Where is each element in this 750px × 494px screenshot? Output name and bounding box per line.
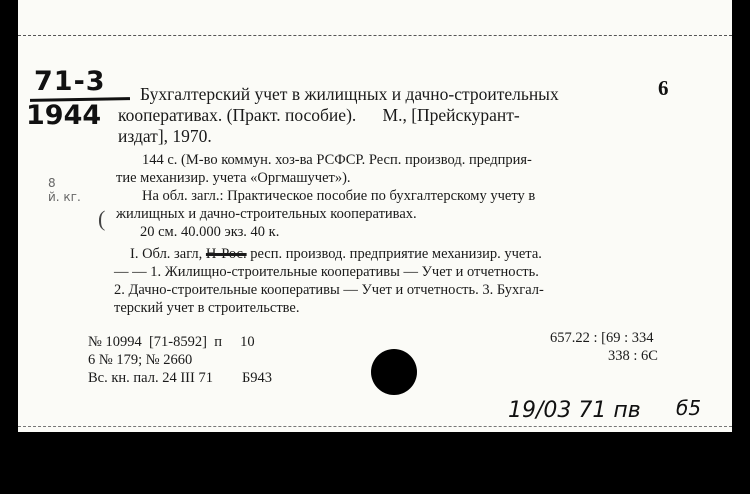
subject-line-3: 2. Дачно-строительные кооперативы — Учет и отчетность. 3. Бухгал- xyxy=(114,282,544,298)
top-perforation xyxy=(18,35,732,36)
description-line-5: 20 см. 40.000 экз. 40 к. xyxy=(140,224,280,240)
catalog-card xyxy=(18,0,732,432)
subject-prefix: I. Обл. загл, xyxy=(130,246,206,262)
card-number: 6 xyxy=(658,76,669,100)
margin-bracket: ( xyxy=(98,206,106,231)
struck-out-text: Н-Рос. xyxy=(205,246,247,262)
subject-suffix: респ. производ. предприятие механизир. учета. xyxy=(246,246,542,262)
subject-line-1 xyxy=(130,246,542,263)
description-line-4: жилищных и дачно-строительных кооперативах. xyxy=(116,206,417,222)
title-line-3: издат], 1970. xyxy=(118,126,212,146)
subject-line-2: — — 1. Жилищно-строительные кооперативы — Учет и отчетность. xyxy=(114,264,539,280)
shelf-mark-bottom: 1944 xyxy=(26,100,102,131)
classification-line-2: 338 : 6С xyxy=(608,348,658,364)
punch-hole xyxy=(371,349,417,395)
registration-line-3: Вс. кн. пал. 24 III 71 Б943 xyxy=(88,370,273,386)
description-line-3: На обл. загл.: Практическое пособие по бухгалтерскому учету в xyxy=(142,188,536,204)
registration-line-1: № 10994 [71-8592] п 10 xyxy=(88,334,255,350)
handwritten-signature: 19/03 71 пв xyxy=(508,398,641,423)
shelf-mark-top: 71-3 xyxy=(34,66,106,97)
subject-line-4: терский учет в строительстве. xyxy=(114,300,300,316)
registration-line-2: 6 № 179; № 2660 xyxy=(88,352,193,368)
margin-marks: 8 й. кг. xyxy=(48,176,81,204)
description-line-2: тие механизир. учета «Оргмашучет»). xyxy=(116,170,351,186)
handwritten-mark: б5 xyxy=(676,396,702,420)
bottom-perforation xyxy=(18,426,732,427)
title-line-2: кооперативах. (Практ. пособие). М., [Прейскурант- xyxy=(118,105,520,125)
title-line-1: Бухгалтерский учет в жилищных и дачно-строительных xyxy=(140,84,559,104)
classification-line-1: 657.22 : [69 : 334 xyxy=(550,330,654,346)
description-line-1: 144 с. (М-во коммун. хоз-ва РСФСР. Респ. производ. предприя- xyxy=(142,152,532,168)
